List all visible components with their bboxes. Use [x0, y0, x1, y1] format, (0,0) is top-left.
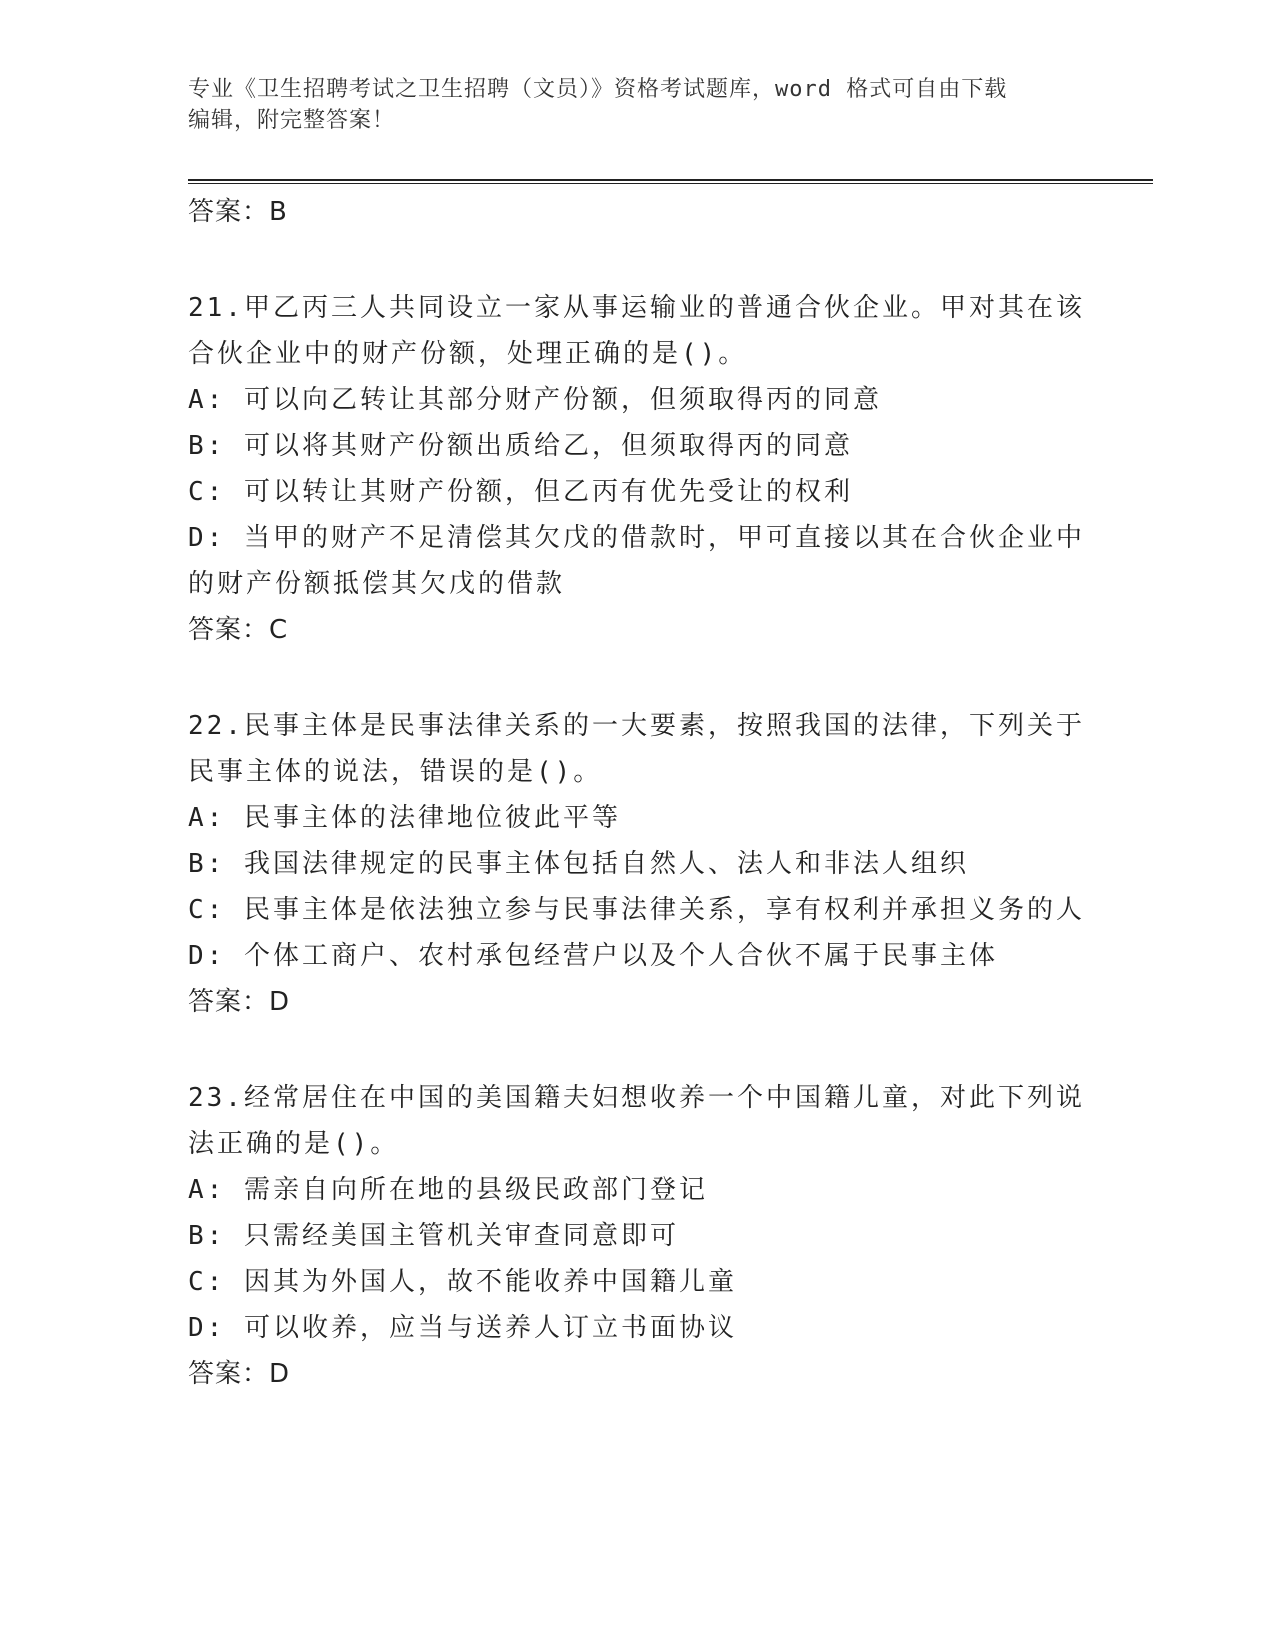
spacer — [188, 653, 1088, 703]
question-21 — [188, 285, 1088, 653]
question-stem: 23.经常居住在中国的美国籍夫妇想收养一个中国籍儿童，对此下列说 — [188, 1083, 1085, 1113]
option-d-cont: 的财产份额抵偿其欠戊的借款 — [188, 569, 566, 599]
document-body — [188, 189, 1088, 1397]
option-b: B: 可以将其财产份额出质给乙，但须取得丙的同意 — [188, 431, 853, 461]
option-b: B: 我国法律规定的民事主体包括自然人、法人和非法人组织 — [188, 849, 969, 879]
answer: 答案：D — [188, 987, 291, 1017]
option-c: C: 因其为外国人，故不能收养中国籍儿童 — [188, 1267, 737, 1297]
question-stem-cont: 法正确的是()。 — [188, 1129, 400, 1159]
answer-previous: 答案：B — [188, 197, 288, 227]
option-c: C: 民事主体是依法独立参与民事法律关系，享有权利并承担义务的人 — [188, 895, 1085, 925]
question-stem-cont: 合伙企业中的财产份额，处理正确的是()。 — [188, 339, 748, 369]
option-d: D: 个体工商户、农村承包经营户以及个人合伙不属于民事主体 — [188, 941, 998, 971]
question-stem: 22.民事主体是民事法律关系的一大要素，按照我国的法律，下列关于 — [188, 711, 1085, 741]
question-stem: 21.甲乙丙三人共同设立一家从事运输业的普通合伙企业。甲对其在该 — [188, 293, 1085, 323]
option-c: C: 可以转让其财产份额，但乙丙有优先受让的权利 — [188, 477, 853, 507]
answer: 答案：D — [188, 1359, 291, 1389]
question-22 — [188, 703, 1088, 1025]
header-divider-thick — [188, 179, 1153, 181]
document-header — [188, 74, 1088, 136]
spacer — [188, 1025, 1088, 1075]
option-b: B: 只需经美国主管机关审查同意即可 — [188, 1221, 679, 1251]
answer: 答案：C — [188, 615, 289, 645]
header-line-2: 编辑，附完整答案！ — [188, 108, 396, 133]
option-a: A: 需亲自向所在地的县级民政部门登记 — [188, 1175, 708, 1205]
header-line-1: 专业《卫生招聘考试之卫生招聘（文员）》资格考试题库，word 格式可自由下载 — [188, 77, 1008, 102]
option-a: A: 民事主体的法律地位彼此平等 — [188, 803, 621, 833]
option-d: D: 当甲的财产不足清偿其欠戊的借款时，甲可直接以其在合伙企业中 — [188, 523, 1085, 553]
option-d: D: 可以收养，应当与送养人订立书面协议 — [188, 1313, 737, 1343]
header-divider-thin — [188, 183, 1153, 184]
spacer — [188, 235, 1088, 285]
question-23 — [188, 1075, 1088, 1397]
option-a: A: 可以向乙转让其部分财产份额，但须取得丙的同意 — [188, 385, 882, 415]
question-stem-cont: 民事主体的说法，错误的是()。 — [188, 757, 603, 787]
